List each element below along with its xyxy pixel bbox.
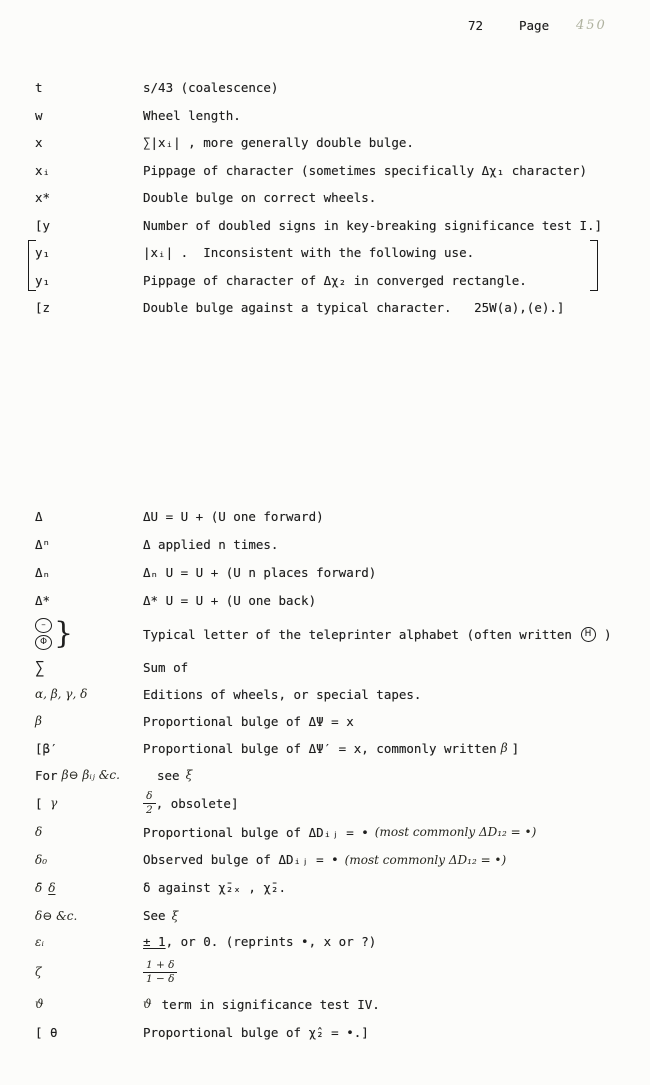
header-number: 72 xyxy=(468,18,484,33)
glossary-row-z xyxy=(35,294,620,322)
definition-typed: See xyxy=(143,908,166,923)
symbol: Δₙ xyxy=(35,564,51,580)
definition-handwritten: (most commonly ΔD₁₂ = •) xyxy=(374,825,537,839)
fraction xyxy=(143,790,156,815)
definition-rest: , or 0. (reprints •, x or ?) xyxy=(165,934,377,949)
glossary-row-sum xyxy=(35,654,620,680)
theta-script-glyph: ϑ xyxy=(143,997,152,1011)
symbol xyxy=(35,768,143,783)
definition-typed: term in significance test IV. xyxy=(161,996,380,1012)
glossary-row-epsilon xyxy=(35,929,620,954)
definition-typed: see xyxy=(157,767,180,783)
delta-underline-symbol: δ xyxy=(48,880,56,895)
page-header xyxy=(0,18,650,40)
glossary-row-x xyxy=(35,129,620,157)
symbol xyxy=(35,881,143,895)
glossary-row-delta-star xyxy=(35,586,620,614)
definition: Pippage of character of Δχ₂ in converged rectangle. xyxy=(143,272,527,288)
sum-symbol: ∑ xyxy=(35,657,45,677)
glossary-row-xi xyxy=(35,157,620,185)
fraction-numerator: 1 + δ xyxy=(143,959,177,972)
glossary-row-for-beta xyxy=(35,762,620,788)
definition: s/43 (coalescence) xyxy=(143,80,279,96)
glossary-row-beta xyxy=(35,708,620,734)
glossary-row-xstar xyxy=(35,184,620,212)
symbol: t xyxy=(35,80,43,96)
xi-symbol: ξ xyxy=(185,768,193,782)
definition: Proportional bulge of χ̂₂ = •.] xyxy=(143,1024,369,1040)
definition xyxy=(143,934,620,949)
symbol: ζ xyxy=(35,965,42,979)
glossary-row-zeta xyxy=(35,954,620,990)
glossary-row-y1-second xyxy=(35,267,620,295)
glossary-row-delta-bar xyxy=(35,873,620,902)
definition: |xᵢ| . Inconsistent with the following use. xyxy=(143,245,475,261)
glossary-section-1 xyxy=(35,74,620,322)
definition: Pippage of character (sometimes specifically Δχ₁ character) xyxy=(143,162,588,178)
circled-H-icon: H xyxy=(581,627,596,642)
symbol: β xyxy=(35,714,42,728)
symbol: y₁ xyxy=(35,245,51,261)
symbol-typed: For xyxy=(35,767,58,783)
symbol: y₁ xyxy=(35,272,51,288)
definition: Number of doubled signs in key-breaking significance test I.] xyxy=(143,217,603,233)
glossary-row-delta xyxy=(35,502,620,530)
fraction-numerator: δ xyxy=(143,790,155,803)
glossary-row-gamma xyxy=(35,788,620,818)
symbol: Δⁿ xyxy=(35,536,51,552)
xi-symbol: ξ xyxy=(171,908,179,923)
definition xyxy=(143,997,620,1012)
glossary-row-delta-n-sub xyxy=(35,558,620,586)
handwritten-beta: β xyxy=(500,741,508,755)
bracketed-pair-y1 xyxy=(35,239,620,294)
definition-post: ) xyxy=(596,626,612,642)
symbol: [y xyxy=(35,217,51,233)
symbol: δ₀ xyxy=(35,852,48,867)
symbol: α, β, γ, δ xyxy=(35,687,88,701)
glossary-row-delta-sub xyxy=(35,902,620,929)
glossary-row-delta-n-sup xyxy=(35,530,620,558)
symbol: εᵢ xyxy=(35,934,44,949)
header-page-label: Page xyxy=(519,18,550,33)
gamma-symbol: γ xyxy=(50,796,58,810)
definition xyxy=(143,741,620,756)
glossary-row-delta-pb xyxy=(35,818,620,846)
glossary-row-y xyxy=(35,212,620,240)
definition xyxy=(143,852,620,867)
definition xyxy=(143,790,620,815)
glossary-row-teleprinter-letter xyxy=(35,614,620,654)
definition: ΔU = U + (U one forward) xyxy=(143,508,324,524)
symbol xyxy=(35,796,143,811)
symbol: Δ* xyxy=(35,592,51,608)
glossary-row-theta xyxy=(35,1018,620,1046)
definition: Δₙ U = U + (U n places forward) xyxy=(143,564,377,580)
glossary-row-editions xyxy=(35,680,620,708)
definition-typed: Proportional bulge of ΔDᵢⱼ = • xyxy=(143,824,369,840)
definition: Proportional bulge of ΔΨ = x xyxy=(143,713,354,729)
definition: Wheel length. xyxy=(143,107,241,123)
glossary-row-theta-script xyxy=(35,990,620,1018)
definition: Δ* U = U + (U one back) xyxy=(143,592,317,608)
definition: δ against χ̄₂ₓ , χ̄₂. xyxy=(143,880,286,895)
symbol: [z xyxy=(35,300,51,316)
glossary-row-w xyxy=(35,102,620,130)
circled-phi-icon: Φ xyxy=(35,635,52,650)
delta-bar-symbol: δ̄ xyxy=(35,880,43,895)
symbol: w xyxy=(35,107,43,123)
glossary-row-beta-prime xyxy=(35,734,620,762)
definition-pre: Typical letter of the teleprinter alphabet (often written xyxy=(143,626,580,642)
glossary-row-y1-first xyxy=(35,239,620,267)
definition: Double bulge against a typical character. 25W(a),(e).] xyxy=(143,300,565,316)
symbol-handwritten: β⊖ βᵢⱼ &c. xyxy=(61,768,120,782)
definition xyxy=(157,768,620,783)
right-bracket xyxy=(590,240,598,291)
fraction-denominator: 1 − δ xyxy=(146,972,175,985)
definition: Sum of xyxy=(143,659,189,675)
definition: ∑|xᵢ| , more generally double bulge. xyxy=(143,135,414,151)
definition-post: , obsolete] xyxy=(155,795,239,811)
symbol: [ θ xyxy=(35,1024,58,1040)
glossary-row-t xyxy=(35,74,620,102)
definition xyxy=(143,825,620,840)
symbol: δ xyxy=(35,825,43,839)
definition-underlined: ± 1 xyxy=(143,934,166,949)
fraction-denominator: 2 xyxy=(146,803,153,816)
definition xyxy=(143,627,620,642)
open-bracket: [ xyxy=(35,795,51,811)
symbol: [β′ xyxy=(35,740,58,756)
definition: Editions of wheels, or special tapes. xyxy=(143,686,422,702)
symbol: x* xyxy=(35,190,51,206)
fraction xyxy=(143,959,177,984)
definition-post: ] xyxy=(511,740,520,756)
symbol: δ⊖ &c. xyxy=(35,908,78,923)
definition-pre: Proportional bulge of ΔΨ′ = x, commonly written xyxy=(143,740,497,756)
stacked-circles xyxy=(35,617,52,651)
left-bracket xyxy=(28,240,36,291)
teleprinter-symbol-stack xyxy=(35,617,143,651)
definition-typed: Observed bulge of ΔDᵢⱼ = • xyxy=(143,852,339,867)
glossary-section-2 xyxy=(35,502,620,1046)
definition xyxy=(143,959,620,984)
glossary-row-delta-o xyxy=(35,846,620,873)
symbol: x xyxy=(35,135,43,151)
symbol: Δ xyxy=(35,508,43,524)
circled-minus-icon: – xyxy=(35,618,52,633)
definition xyxy=(143,908,620,923)
brace-glyph: } xyxy=(54,616,74,651)
definition-handwritten: (most commonly ΔD₁₂ = •) xyxy=(344,852,507,867)
definition: Δ applied n times. xyxy=(143,536,279,552)
symbol: xᵢ xyxy=(35,162,51,178)
definition: Double bulge on correct wheels. xyxy=(143,190,377,206)
symbol: ϑ xyxy=(35,997,44,1011)
header-page-number: 450 xyxy=(576,18,607,33)
